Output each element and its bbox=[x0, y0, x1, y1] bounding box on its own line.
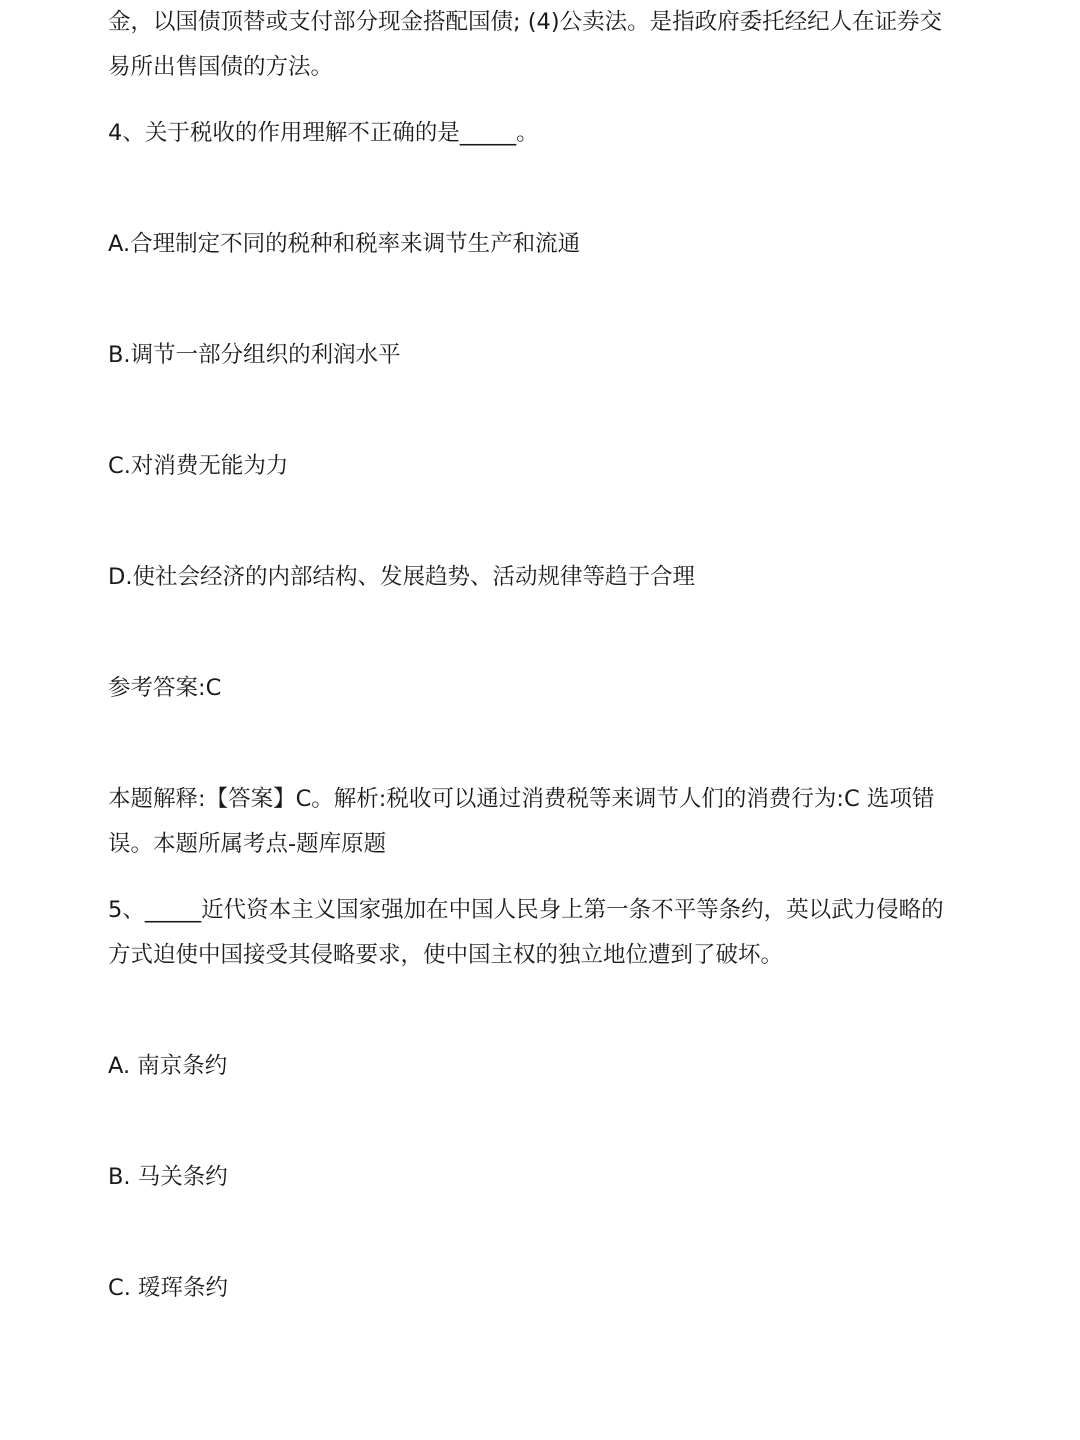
question-4-option-b: B.调节一部分组织的利润水平 bbox=[108, 342, 401, 368]
question-4-explanation-line-1: 本题解释:【答案】C。解析:税收可以通过消费税等来调节人们的消费行为:C 选项错 bbox=[108, 786, 935, 812]
question-4-stem: 4、关于税收的作用理解不正确的是_____。 bbox=[108, 120, 539, 146]
question-5-option-b: B. 马关条约 bbox=[108, 1164, 228, 1190]
question-4-answer: 参考答案:C bbox=[108, 675, 222, 701]
question-5-option-a: A. 南京条约 bbox=[108, 1053, 228, 1079]
question-4-option-c: C.对消费无能为力 bbox=[108, 453, 289, 479]
question-5-stem-line-1: 5、_____近代资本主义国家强加在中国人民身上第一条不平等条约，英以武力侵略的 bbox=[108, 897, 944, 923]
question-4-explanation-line-2: 误。本题所属考点-题库原题 bbox=[108, 831, 387, 857]
question-5-stem-line-2: 方式迫使中国接受其侵略要求，使中国主权的独立地位遭到了破坏。 bbox=[108, 942, 784, 968]
question-4-option-a: A.合理制定不同的税种和税率来调节生产和流通 bbox=[108, 231, 581, 257]
question-5-option-c: C. 瑷珲条约 bbox=[108, 1275, 229, 1301]
question-4-option-d: D.使社会经济的内部结构、发展趋势、活动规律等趋于合理 bbox=[108, 564, 695, 590]
text-continuation-line-1: 金，以国债顶替或支付部分现金搭配国债; (4)公卖法。是指政府委托经纪人在证券交 bbox=[108, 9, 943, 35]
text-continuation-line-2: 易所出售国债的方法。 bbox=[108, 54, 334, 80]
